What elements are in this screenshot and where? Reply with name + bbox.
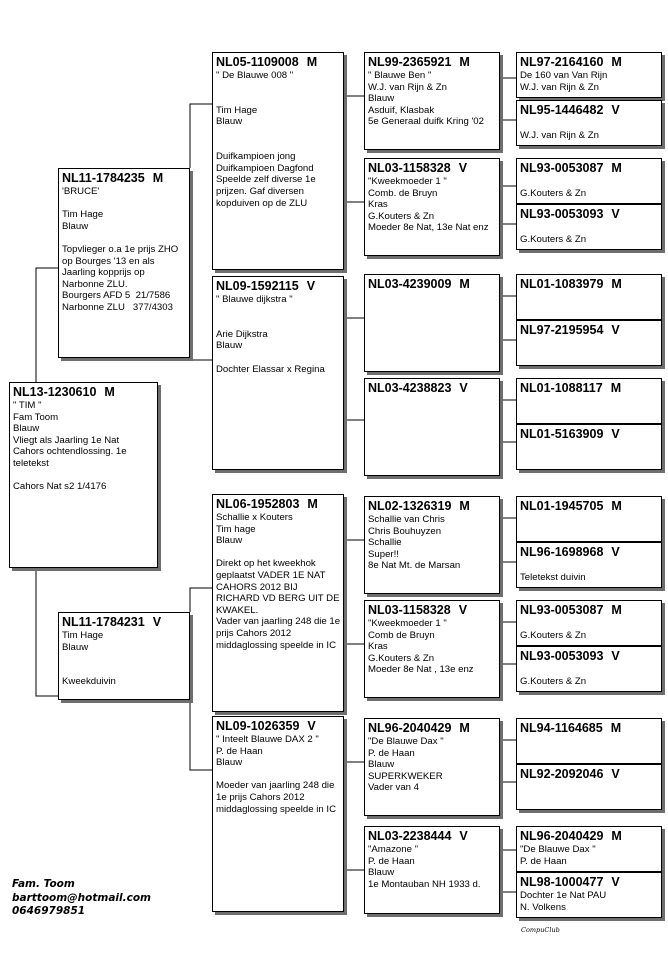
pigeon-info-line: Comb de Bruyn bbox=[368, 629, 435, 641]
pigeon-info-line: Duifkampioen Dagfond bbox=[216, 162, 314, 174]
pigeon-info-line: Tim hage bbox=[216, 523, 256, 535]
pigeon-info-line: Teletekst duivin bbox=[520, 571, 586, 583]
pedigree-box-father bbox=[58, 168, 190, 358]
pigeon-info-line bbox=[213, 317, 343, 329]
pigeon-info-line: middaglossing speelde in IC bbox=[216, 803, 336, 815]
pigeon-info-line bbox=[517, 222, 661, 234]
ring-number: NL94-1164685 bbox=[520, 721, 603, 735]
pigeon-info-line: SUPERKWEKER bbox=[368, 770, 443, 782]
pedigree-box-fmm bbox=[364, 378, 500, 476]
pedigree-box-mmf bbox=[364, 718, 500, 816]
pigeon-info-line: KWAKEL. bbox=[216, 604, 259, 616]
pigeon-info-line: 8e Nat Mt. de Marsan bbox=[368, 560, 461, 572]
ring-number: NL97-2195954 bbox=[520, 323, 604, 337]
pedigree-box-g7 bbox=[516, 378, 662, 424]
pedigree-box-g3 bbox=[516, 158, 662, 204]
pigeon-info-line: Comb. de Bruyn bbox=[368, 187, 438, 199]
connector-fmf-gen4 bbox=[500, 296, 516, 340]
pedigree-box-g6 bbox=[516, 320, 662, 366]
ring-number: NL93-0053093 bbox=[520, 207, 604, 221]
pigeon-header bbox=[517, 543, 661, 560]
pigeon-info-line bbox=[59, 665, 189, 677]
pigeon-header bbox=[365, 159, 499, 176]
pigeon-header bbox=[365, 275, 499, 292]
pigeon-info-line: Tim Hage bbox=[216, 104, 258, 116]
pigeon-info-line: Tim Hage bbox=[62, 209, 104, 221]
sex-marker: M bbox=[459, 55, 470, 69]
pigeon-info-line: P. de Haan bbox=[368, 747, 415, 759]
connector-mfm-gen4 bbox=[500, 622, 516, 664]
sex-marker: M bbox=[611, 499, 622, 513]
pigeon-info-line: prijs Cahors 2012 bbox=[216, 627, 292, 639]
pigeon-header bbox=[365, 497, 499, 514]
pedigree-box-g12 bbox=[516, 646, 662, 692]
pigeon-info-line: Topvlieger o.a 1e prijs ZHO bbox=[62, 243, 179, 255]
pigeon-header bbox=[517, 827, 661, 844]
pedigree-box-g9 bbox=[516, 496, 662, 542]
ring-number: NL09-1026359 bbox=[216, 719, 300, 733]
sex-marker: V bbox=[458, 161, 468, 175]
pigeon-info-line bbox=[517, 176, 661, 188]
pigeon-info-line: "Amazone " bbox=[368, 844, 419, 855]
connector-father-fm bbox=[190, 358, 212, 360]
pigeon-header bbox=[517, 101, 661, 118]
pigeon-info-line: G.Kouters & Zn bbox=[520, 187, 587, 199]
pedigree-box-fmf bbox=[364, 274, 500, 372]
pigeon-header bbox=[365, 719, 499, 736]
sex-marker: V bbox=[611, 103, 620, 117]
connector-mother-mf bbox=[190, 588, 212, 612]
sex-marker: M bbox=[459, 721, 470, 735]
pigeon-info-line: Blauw bbox=[368, 759, 395, 771]
sex-marker: V bbox=[306, 279, 316, 293]
pigeon-info-line: Arie Dijkstra bbox=[216, 328, 268, 340]
pedigree-box-ff bbox=[212, 52, 344, 270]
pigeon-info-line: 1e Montauban NH 1933 d. bbox=[368, 878, 481, 890]
pigeon-info-line: Vliegt als Jaarling 1e Nat bbox=[13, 434, 120, 446]
pedigree-box-g10 bbox=[516, 542, 662, 588]
pigeon-header bbox=[517, 275, 661, 292]
pedigree-box-g4 bbox=[516, 204, 662, 250]
pigeon-header bbox=[517, 765, 661, 782]
pigeon-info-line: " Blauwe Ben " bbox=[368, 70, 432, 81]
sex-marker: V bbox=[459, 829, 468, 843]
pigeon-info-line: Jaarling kopprijs op bbox=[62, 267, 145, 279]
ring-number: NL05-1109008 bbox=[216, 55, 299, 69]
sex-marker: V bbox=[611, 767, 620, 781]
pigeon-info-line: Schallie van Chris bbox=[368, 514, 445, 525]
ring-number: NL96-2040429 bbox=[520, 829, 604, 843]
pigeon-info-line bbox=[213, 306, 343, 318]
pigeon-info-line: kopduiven op de ZLU bbox=[216, 197, 308, 209]
connector-mother-mm bbox=[190, 700, 212, 770]
ring-number: NL92-2092046 bbox=[520, 767, 604, 781]
pigeon-info-line: G.Kouters & Zn bbox=[520, 675, 587, 687]
sex-marker: M bbox=[306, 55, 318, 69]
pigeon-info-line: W.J. van Rijn & Zn bbox=[368, 81, 447, 93]
pigeon-info-line: Blauw bbox=[13, 423, 40, 435]
breeder-name: Fam. Toom bbox=[12, 878, 75, 890]
pigeon-info-line: Schallie x Kouters bbox=[216, 512, 293, 523]
sex-marker: V bbox=[611, 649, 620, 663]
pigeon-info-line: Blauw bbox=[216, 535, 243, 547]
ring-number: NL96-1698968 bbox=[520, 545, 604, 559]
pigeon-header bbox=[517, 647, 661, 664]
sex-marker: M bbox=[611, 829, 622, 843]
pigeon-header bbox=[517, 321, 661, 338]
pigeon-info-line: 5e Generaal duifk Kring '02 bbox=[368, 116, 484, 128]
pedigree-box-mother bbox=[58, 612, 190, 700]
pigeon-info-line: Blauw bbox=[368, 93, 395, 105]
sex-marker: V bbox=[152, 615, 162, 629]
connector-subject-father bbox=[36, 268, 58, 382]
pedigree-box-mmm bbox=[364, 826, 500, 914]
ring-number: NL02-1326319 bbox=[368, 499, 452, 513]
sex-marker: M bbox=[611, 55, 622, 69]
pigeon-info-line: "Kweekmoeder 1 " bbox=[368, 176, 447, 187]
connector-ffm-gen4 bbox=[500, 186, 516, 224]
pigeon-info-line: G.Kouters & Zn bbox=[368, 210, 435, 222]
pigeon-header bbox=[10, 383, 157, 400]
pigeon-header bbox=[517, 53, 661, 70]
pigeon-header bbox=[365, 601, 499, 618]
pigeon-header bbox=[517, 205, 661, 222]
pigeon-header bbox=[213, 53, 343, 70]
pigeon-header bbox=[59, 169, 189, 186]
ring-number: NL03-1158328 bbox=[368, 603, 451, 617]
ring-number: NL11-1784235 bbox=[62, 171, 145, 185]
connector-fff-gen4 bbox=[500, 78, 516, 120]
pigeon-info-line: P. de Haan bbox=[216, 745, 263, 757]
pigeon-info-line: G.Kouters & Zn bbox=[368, 652, 435, 664]
pigeon-header bbox=[365, 53, 499, 70]
sex-marker: V bbox=[611, 427, 620, 441]
ring-number: NL99-2365921 bbox=[368, 55, 452, 69]
pigeon-info-line: N. Volkens bbox=[520, 901, 566, 913]
pedigree-box-g2 bbox=[516, 100, 662, 146]
pigeon-header bbox=[365, 379, 499, 396]
pedigree-box-mfm bbox=[364, 600, 500, 698]
pigeon-info-line: op Bourges '13 en als bbox=[62, 255, 155, 267]
pigeon-info-line: middaglossing speelde in IC bbox=[216, 639, 336, 651]
pigeon-header bbox=[517, 425, 661, 442]
pigeon-info-line: G.Kouters & Zn bbox=[520, 233, 587, 245]
software-signature: CompuClub bbox=[521, 926, 560, 934]
ring-number: NL03-1158328 bbox=[368, 161, 451, 175]
pedigree-box-g1 bbox=[516, 52, 662, 98]
sex-marker: M bbox=[104, 385, 115, 399]
pigeon-info-line bbox=[59, 653, 189, 665]
connector-mff-gen4 bbox=[500, 518, 516, 562]
ring-number: NL01-5163909 bbox=[520, 427, 604, 441]
pigeon-info-line bbox=[517, 618, 661, 630]
sex-marker: M bbox=[307, 497, 318, 511]
pigeon-info-line: teletekst bbox=[13, 457, 49, 469]
ring-number: NL01-1945705 bbox=[520, 499, 604, 513]
pigeon-info-line bbox=[517, 560, 661, 572]
ring-number: NL01-1083979 bbox=[520, 277, 604, 291]
pedigree-box-mm bbox=[212, 716, 344, 912]
sex-marker: V bbox=[611, 207, 620, 221]
pigeon-header bbox=[213, 495, 343, 512]
pigeon-info-line bbox=[213, 140, 343, 152]
sex-marker: M bbox=[611, 161, 622, 175]
pigeon-info-line bbox=[213, 128, 343, 140]
ring-number: NL03-2238444 bbox=[368, 829, 452, 843]
sex-marker: V bbox=[307, 719, 316, 733]
pigeon-info-line: " Inteelt Blauwe DAX 2 " bbox=[216, 734, 319, 745]
pigeon-info-line: G.Kouters & Zn bbox=[520, 629, 587, 641]
pigeon-info-line: Blauw bbox=[62, 220, 89, 232]
pigeon-info-line bbox=[517, 118, 661, 130]
sex-marker: M bbox=[459, 499, 470, 513]
connector-father-ff bbox=[190, 104, 212, 168]
pigeon-info-line: Moeder 8e Nat , 13e enz bbox=[368, 664, 474, 676]
pigeon-info-line: Tim Hage bbox=[62, 630, 104, 641]
pigeon-info-line: RICHARD VD BERG UIT DE bbox=[216, 593, 340, 605]
pigeon-info-line: Narbonne ZLU 377/4303 bbox=[62, 301, 173, 313]
pigeon-info-line: Cahors ochtendlossing. 1e bbox=[13, 446, 127, 458]
ring-number: NL09-1592115 bbox=[216, 279, 299, 293]
pigeon-info-line: Narbonne ZLU. bbox=[62, 278, 128, 290]
ring-number: NL95-1446482 bbox=[520, 103, 604, 117]
ring-number: NL93-0053087 bbox=[520, 161, 604, 175]
pigeon-info-line bbox=[10, 470, 157, 482]
pigeon-info-line: Blauw bbox=[216, 340, 243, 352]
pigeon-info-line: Dochter Elassar x Regina bbox=[216, 363, 325, 375]
connector-mmf-gen4 bbox=[500, 740, 516, 782]
pigeon-header bbox=[517, 719, 661, 736]
pigeon-info-line bbox=[517, 664, 661, 676]
pigeon-info-line: " TIM " bbox=[13, 400, 42, 411]
pigeon-header bbox=[365, 827, 499, 844]
pigeon-info-line: Kras bbox=[368, 641, 388, 653]
pigeon-info-line: "Kweekmoeder 1 " bbox=[368, 618, 447, 629]
pigeon-info-line: "De Blauwe Dax " bbox=[368, 736, 444, 747]
pigeon-info-line: Bourgers AFD 5 21/7586 bbox=[62, 290, 171, 302]
pigeon-info-line: Super!! bbox=[368, 548, 399, 560]
pigeon-info-line: Duifkampioen jong bbox=[216, 151, 296, 163]
ring-number: NL03-4238823 bbox=[368, 381, 452, 395]
pigeon-info-line: Dochter 1e Nat PAU bbox=[520, 890, 607, 901]
pigeon-info-line bbox=[213, 547, 343, 559]
pigeon-header bbox=[517, 379, 661, 396]
pigeon-header bbox=[517, 159, 661, 176]
ring-number: NL13-1230610 bbox=[13, 385, 97, 399]
pigeon-info-line: 'BRUCE' bbox=[62, 186, 100, 197]
pigeon-info-line: Moeder van jaarling 248 die bbox=[216, 780, 335, 792]
pigeon-info-line bbox=[59, 232, 189, 244]
pigeon-info-line bbox=[213, 82, 343, 94]
sex-marker: M bbox=[611, 277, 622, 291]
sex-marker: M bbox=[459, 277, 470, 291]
pedigree-box-mf bbox=[212, 494, 344, 712]
ring-number: NL03-4239009 bbox=[368, 277, 452, 291]
sex-marker: M bbox=[610, 721, 622, 735]
pedigree-box-g11 bbox=[516, 600, 662, 646]
pigeon-info-line: Blauw bbox=[368, 867, 395, 879]
pedigree-box-g14 bbox=[516, 764, 662, 810]
pigeon-info-line: W.J. van Rijn & Zn bbox=[520, 129, 599, 141]
pigeon-header bbox=[517, 497, 661, 514]
pigeon-info-line: Vader van jaarling 248 die 1e bbox=[216, 616, 341, 628]
pedigree-box-ffm bbox=[364, 158, 500, 256]
pigeon-info-line: Kweekduivin bbox=[62, 676, 116, 688]
pedigree-box-g13 bbox=[516, 718, 662, 764]
pigeon-info-line: CAHORS 2012 BIJ bbox=[216, 581, 298, 593]
sex-marker: V bbox=[611, 875, 620, 889]
pedigree-box-fm bbox=[212, 276, 344, 470]
pigeon-info-line: Blauw bbox=[62, 641, 89, 653]
pedigree-box-subject bbox=[9, 382, 158, 568]
pigeon-info-line: P. de Haan bbox=[520, 855, 567, 867]
pigeon-header bbox=[59, 613, 189, 630]
pigeon-info-line: W.J. van Rijn & Zn bbox=[520, 81, 599, 93]
pigeon-info-line: 1e prijs Cahors 2012 bbox=[216, 791, 305, 803]
ring-number: NL93-0053093 bbox=[520, 649, 604, 663]
pigeon-info-line bbox=[213, 352, 343, 364]
pigeon-info-line: Speelde zelf diverse 1e bbox=[216, 174, 316, 186]
pigeon-header bbox=[213, 717, 343, 734]
pigeon-header bbox=[517, 873, 661, 890]
sex-marker: V bbox=[611, 545, 620, 559]
ring-number: NL96-2040429 bbox=[368, 721, 452, 735]
ring-number: NL98-1000477 bbox=[520, 875, 604, 889]
sex-marker: M bbox=[610, 381, 622, 395]
pigeon-info-line bbox=[213, 769, 343, 781]
pedigree-box-g16 bbox=[516, 872, 662, 918]
pigeon-info-line: Vader van 4 bbox=[368, 782, 420, 794]
pigeon-header bbox=[213, 277, 343, 294]
pigeon-info-line: Blauw bbox=[216, 116, 243, 128]
sex-marker: M bbox=[611, 603, 622, 617]
sex-marker: M bbox=[152, 171, 164, 185]
connector-fmm-gen4 bbox=[500, 400, 516, 442]
breeder-contact bbox=[12, 878, 151, 919]
pigeon-info-line: geplaatst VADER 1E NAT bbox=[216, 569, 326, 581]
pigeon-info-line: De 160 van Van Rijn bbox=[520, 70, 608, 81]
ring-number: NL01-1088117 bbox=[520, 381, 603, 395]
ring-number: NL06-1952803 bbox=[216, 497, 300, 511]
pedigree-box-g15 bbox=[516, 826, 662, 872]
breeder-email: barttoom@hotmail.com bbox=[12, 891, 151, 904]
pigeon-header bbox=[517, 601, 661, 618]
connector-mmm-gen4 bbox=[500, 850, 516, 892]
pigeon-info-line: Chris Bouhuyzen bbox=[368, 525, 442, 537]
pigeon-info-line: Moeder 8e Nat, 13e Nat enz bbox=[368, 222, 489, 234]
pigeon-info-line bbox=[59, 198, 189, 210]
pedigree-box-g8 bbox=[516, 424, 662, 470]
pigeon-info-line: Asduif, Klasbak bbox=[368, 104, 435, 116]
pedigree-box-mff bbox=[364, 496, 500, 594]
pigeon-info-line: Kras bbox=[368, 199, 388, 211]
sex-marker: V bbox=[459, 381, 468, 395]
ring-number: NL97-2164160 bbox=[520, 55, 604, 69]
pigeon-info-line: Cahors Nat s2 1/4176 bbox=[13, 481, 107, 493]
pigeon-info-line: Direkt op het kweekhok bbox=[216, 558, 316, 570]
ring-number: NL11-1784231 bbox=[62, 615, 145, 629]
pigeon-info-line: Schallie bbox=[368, 537, 402, 549]
pedigree-box-fff bbox=[364, 52, 500, 150]
pigeon-info-line: prijzen. Gaf diversen bbox=[216, 185, 304, 197]
breeder-phone: 0646979851 bbox=[12, 905, 86, 917]
pigeon-info-line: " Blauwe dijkstra " bbox=[216, 294, 293, 305]
pigeon-info-line: P. de Haan bbox=[368, 855, 415, 867]
sex-marker: V bbox=[458, 603, 468, 617]
connector-subject-mother bbox=[36, 568, 58, 696]
pigeon-info-line bbox=[213, 93, 343, 105]
pigeon-info-line: " De Blauwe 008 " bbox=[216, 70, 294, 81]
pigeon-info-line: Fam Toom bbox=[13, 411, 59, 423]
sex-marker: V bbox=[611, 323, 620, 337]
pigeon-info-line: Blauw bbox=[216, 757, 243, 769]
pedigree-box-g5 bbox=[516, 274, 662, 320]
pigeon-info-line: "De Blauwe Dax " bbox=[520, 844, 596, 855]
ring-number: NL93-0053087 bbox=[520, 603, 604, 617]
